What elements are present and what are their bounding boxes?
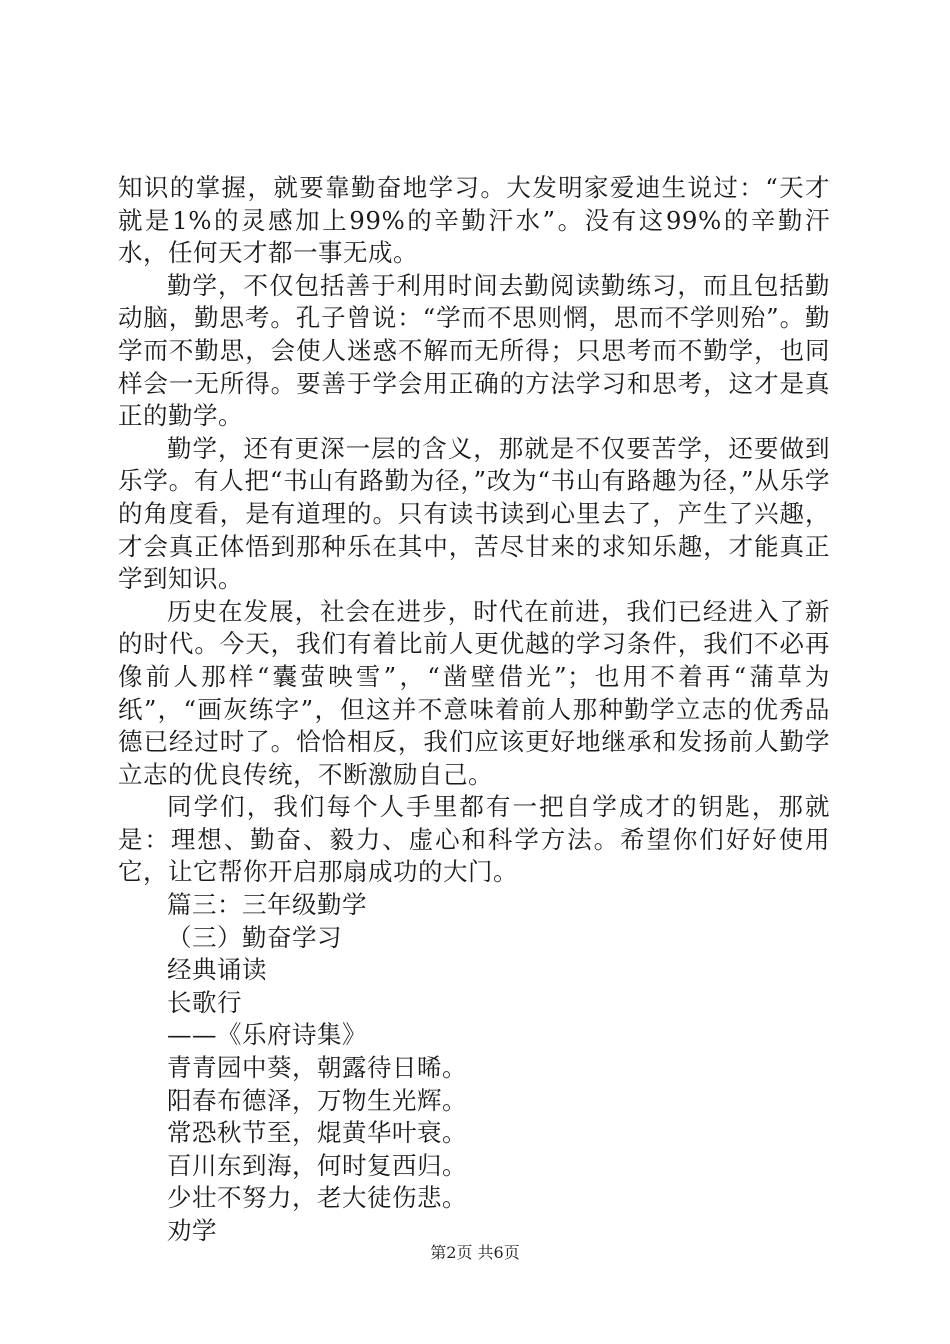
section-heading: 篇三：三年级勤学	[167, 890, 367, 920]
poem-line: 青青园中葵，朝露待日晞。	[167, 1053, 467, 1083]
poem-line: 常恐秋节至，焜黄华叶衰。	[167, 1118, 467, 1148]
reading-label: 经典诵读	[167, 955, 267, 985]
paragraph-1: 知识的掌握，就要靠勤奋地学习。大发明家爱迪生说过：“天才就是1%的灵感加上99%的辛勤汗水”。没有这99%的辛勤汗水，任何天才都一事无成。	[118, 173, 830, 268]
next-title: 劝学	[167, 1216, 217, 1245]
poem-line: 百川东到海，何时复西归。	[167, 1150, 467, 1180]
paragraph-4: 历史在发展，社会在进步，时代在前进，我们已经进入了新的时代。今天，我们有着比前人更优越的学习条件，我们不必再像前人那样“囊萤映雪”，“凿壁借光”；也用不着再“蒲草为纸”，“画灰练字”，但这并不意味着前人那种勤学立志的优秀品德已经过时了。恰恰相反，我们应该更好地继承和发扬前人勤学立志的优良传统，不断激励自己。	[118, 596, 830, 789]
page-number-footer: 第2页 共6页	[430, 1243, 520, 1262]
poem-title: 长歌行	[167, 987, 242, 1017]
page-body	[118, 172, 830, 1248]
poem-line: 少壮不努力，老大徒伤悲。	[167, 1183, 467, 1213]
paragraph-2: 勤学，不仅包括善于利用时间去勤阅读勤练习，而且包括勤动脑，勤思考。孔子曾说：“学而不思则惘，思而不学则殆”。勤学而不勤思，会使人迷惑不解而无所得；只思考而不勤学，也同样会一无所得。要善于学会用正确的方法学习和思考，这才是真正的勤学。	[118, 270, 830, 431]
paragraph-5: 同学们，我们每个人手里都有一把自学成才的钥匙，那就是：理想、勤奋、毅力、虚心和科学方法。希望你们好好使用它，让它帮你开启那扇成功的大门。	[118, 792, 830, 887]
poem-source: ——《乐府诗集》	[167, 1020, 367, 1050]
poem-line: 阳春布德泽，万物生光辉。	[167, 1085, 467, 1115]
subsection-heading: （三）勤奋学习	[167, 922, 342, 952]
paragraph-3: 勤学，还有更深一层的含义，那就是不仅要苦学，还要做到乐学。有人把“书山有路勤为径，”改为“书山有路趣为径，”从乐学的角度看，是有道理的。只有读书读到心里去了，产生了兴趣，才会真正体悟到那种乐在其中，苦尽甘来的求知乐趣，才能真正学到知识。	[118, 433, 830, 594]
